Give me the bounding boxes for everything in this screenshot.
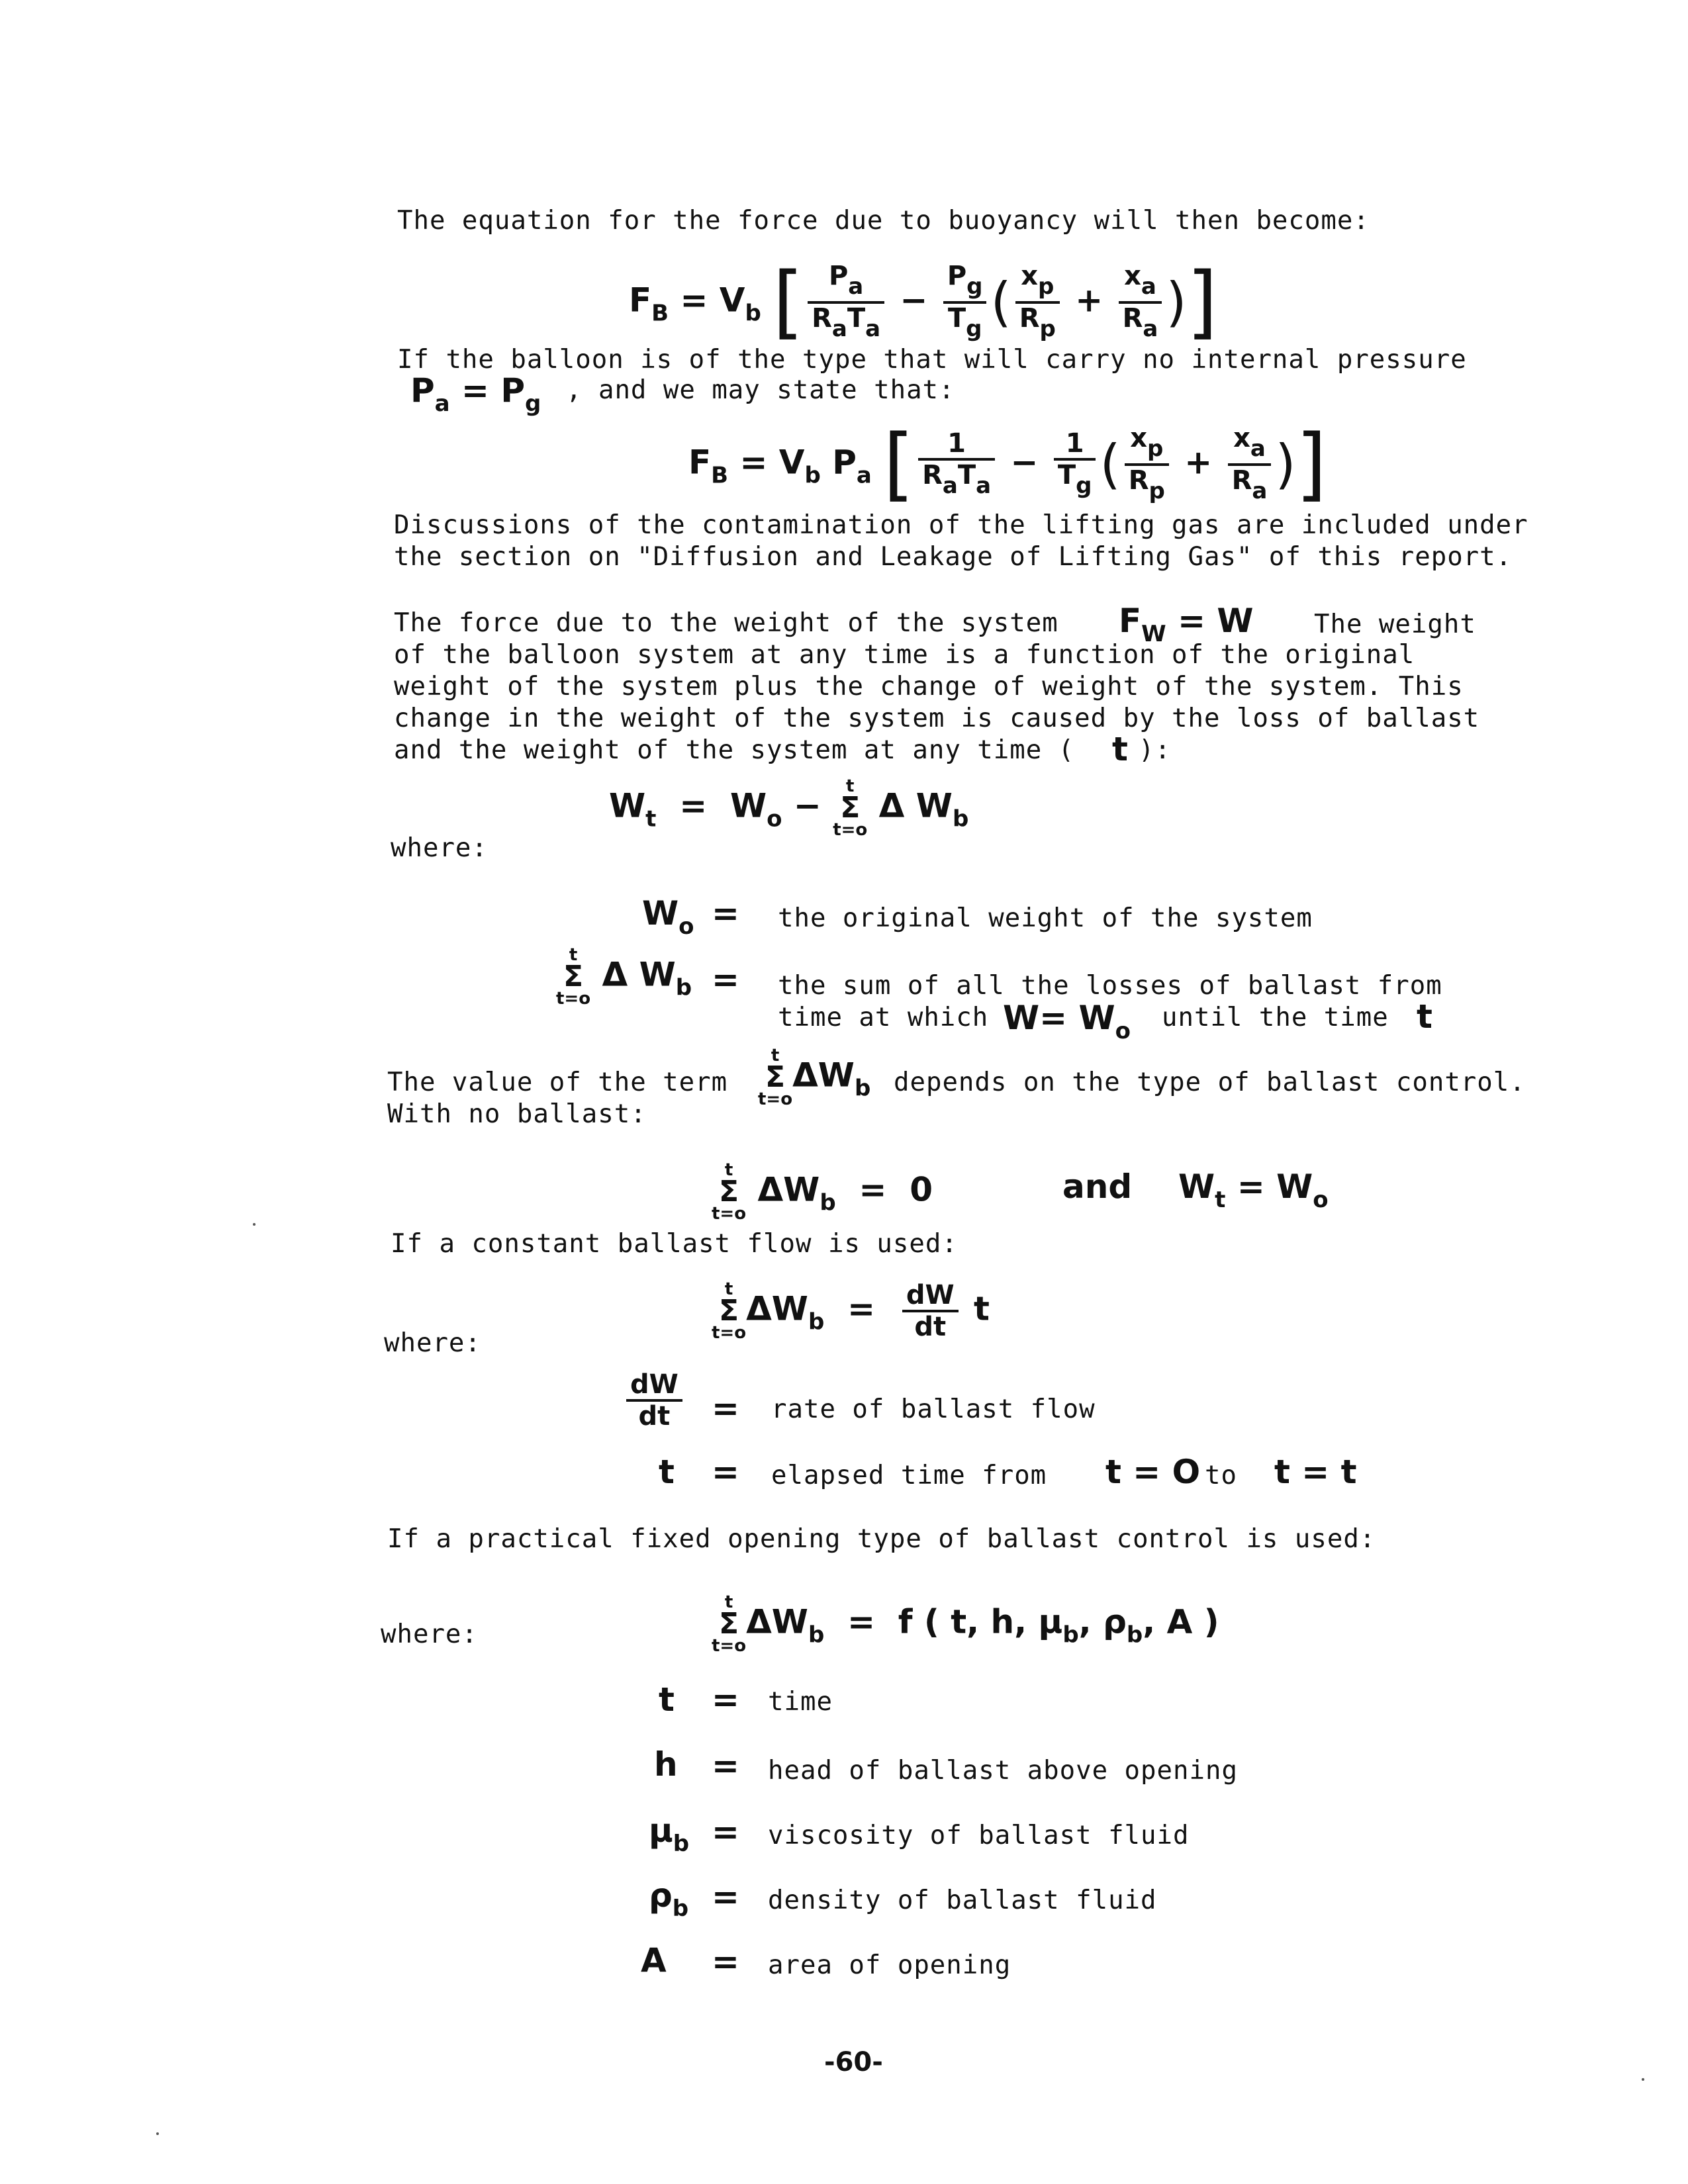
definition-sum-1: the sum of all the losses of ballast from: [778, 971, 1442, 1001]
equals-time: =: [712, 1680, 739, 1719]
symbol-w0: $W_o$: [642, 894, 694, 940]
equals-A: =: [712, 1942, 739, 1981]
equation-buoyancy-1: $F_B = V_b$ [ $\frac{P_a}{R_aT_a}$ − $\frac{P_g}{T_g}$ ( $\frac{x_p}{R_p}$ + $\frac{x_a}{R_a}$ )]: [629, 256, 1218, 348]
paragraph-term-value-cont: depends on the type of ballast control.: [894, 1068, 1526, 1097]
definition-A: area of opening: [768, 1950, 1011, 1980]
equals-mu: =: [712, 1813, 739, 1851]
equation-w-equals-w0: $W= W_o$: [1003, 999, 1131, 1044]
equation-t-t: t = t: [1274, 1453, 1357, 1491]
symbol-h: h: [654, 1745, 678, 1784]
symbol-t-until: t: [1417, 997, 1432, 1036]
where-label-1: where:: [391, 833, 488, 863]
equals-h: =: [712, 1747, 739, 1785]
equals-elapsed: =: [712, 1453, 739, 1491]
definition-sum-3: until the time: [1162, 1003, 1389, 1032]
paragraph-weight-3: weight of the system plus the change of weight of the system. This: [394, 672, 1464, 702]
equals-w0: =: [712, 894, 739, 933]
paragraph-contamination-1: Discussions of the contamination of the lifting gas are included under: [394, 510, 1528, 540]
and-label: and: [1062, 1167, 1133, 1206]
equation-fixed-opening: t Σ t=o $\Delta W_b = f$ ( t, h, $\mu_b$, $\rho_b$, A ): [712, 1592, 1219, 1656]
definition-time: time: [768, 1687, 833, 1717]
equation-wt-equals-w0: $W_t = W_o$: [1178, 1167, 1329, 1213]
paragraph-weight-1: The force due to the weight of the system: [394, 608, 1058, 638]
equals-sum: =: [712, 960, 739, 999]
intro-line: The equation for the force due to buoyancy will then become:: [397, 206, 1370, 236]
paragraph-weight-1b: The weight: [1314, 610, 1476, 639]
equation-constant-flow: t Σ t=o $\Delta W_b$ = $\frac{dW}{dt}$ t: [712, 1279, 990, 1343]
paragraph-weight-2: of the balloon system at any time is a function of the original: [394, 640, 1415, 670]
definition-elapsed: elapsed time from: [771, 1461, 1047, 1490]
symbol-t-elapsed: t: [659, 1453, 675, 1491]
equation-pressure-equal: $P_a = P_g$: [410, 371, 541, 417]
equation-weight-time: $W_t = W_o$ − t Σ t=o Δ $W_b$: [609, 776, 969, 840]
symbol-t-inline: t: [1112, 730, 1128, 768]
symbol-rho-b: $\rho_b$: [649, 1876, 689, 1922]
equals-rho: =: [712, 1878, 739, 1916]
paragraph-contamination-2: the section on "Diffusion and Leakage of Lifting Gas" of this report.: [394, 542, 1513, 572]
symbol-t-time: t: [659, 1680, 675, 1719]
paragraph-constant-flow: If a constant ballast flow is used:: [391, 1229, 958, 1259]
symbol-mu-b: $\mu_b$: [649, 1811, 690, 1857]
paragraph-fixed-opening: If a practical fixed opening type of ballast control is used:: [387, 1524, 1376, 1554]
equation-force-weight: $F_W = W$: [1119, 602, 1254, 647]
symbol-dw-dt: $\frac{dW}{dt}$: [622, 1370, 686, 1431]
equation-buoyancy-2: $F_B = V_b$ $P_a$ [ $\frac{1}{R_aT_a}$ − $\frac{1}{T_g}$ ( $\frac{x_p}{R_p}$ + $\frac{x_a}{R_a}$ )]: [688, 418, 1327, 510]
definition-w0: the original weight of the system: [778, 903, 1313, 933]
paragraph-no-ballast: With no ballast:: [387, 1099, 647, 1129]
symbol-term-sum: t Σ t=o $\Delta W_b$: [758, 1046, 871, 1109]
page-number: -60-: [824, 2047, 883, 2077]
where-label-2: where:: [384, 1328, 481, 1358]
equation-no-ballast: t Σ t=o $\Delta W_b = 0$: [712, 1160, 933, 1224]
symbol-sum-delta-wb: t Σ t=o Δ $W_b$: [556, 945, 692, 1009]
scan-speck: [1642, 2078, 1644, 2081]
paragraph-internal-pressure-cont: , and we may state that:: [566, 375, 955, 405]
definition-rate: rate of ballast flow: [771, 1394, 1096, 1424]
definition-h: head of ballast above opening: [768, 1756, 1238, 1786]
equation-t-zero: t = O: [1105, 1453, 1201, 1491]
definition-mu: viscosity of ballast fluid: [768, 1821, 1190, 1850]
symbol-A: A: [641, 1941, 667, 1979]
paragraph-weight-5: and the weight of the system at any time (: [394, 735, 1075, 765]
to-label: to: [1205, 1461, 1237, 1490]
equals-rate: =: [712, 1389, 739, 1428]
paragraph-weight-5b: ):: [1139, 735, 1171, 765]
paragraph-term-value: The value of the term: [387, 1068, 728, 1097]
paragraph-internal-pressure: If the balloon is of the type that will carry no internal pressure: [397, 345, 1467, 375]
where-label-3: where:: [381, 1619, 478, 1649]
scan-speck: [253, 1223, 256, 1226]
definition-rho: density of ballast fluid: [768, 1886, 1157, 1915]
definition-sum-2: time at which: [778, 1003, 989, 1032]
scan-speck: [156, 2132, 159, 2135]
paragraph-weight-4: change in the weight of the system is caused by the loss of ballast: [394, 704, 1480, 733]
